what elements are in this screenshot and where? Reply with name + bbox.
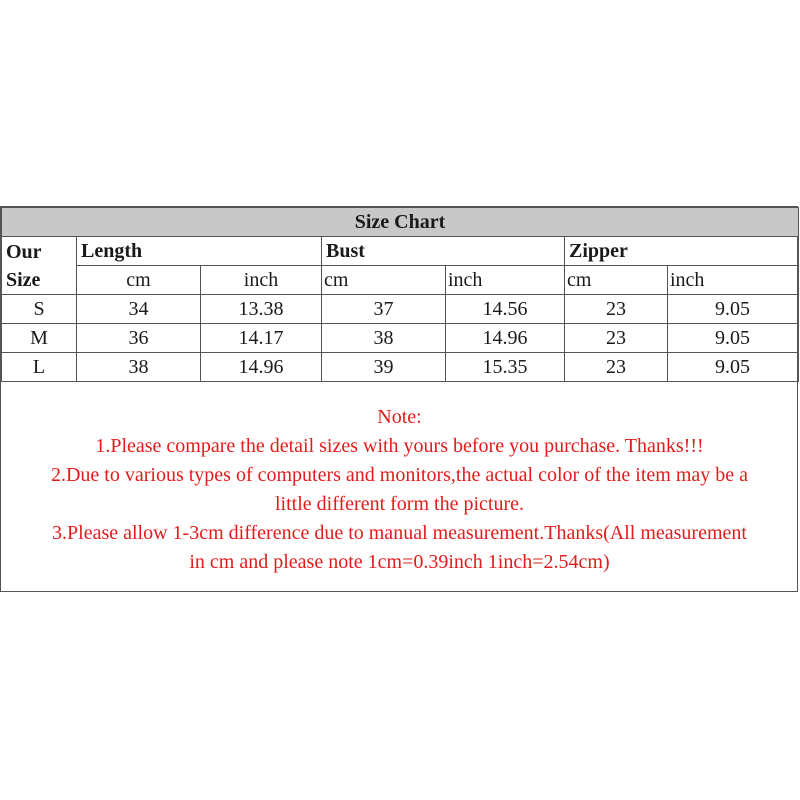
note-line: 2.Due to various types of computers and monitors,the actual color of the item may be a — [50, 464, 749, 486]
value-cell: 9.05 — [668, 295, 799, 324]
table-title-row — [2, 208, 799, 237]
note-line: 3.Please allow 1-3cm difference due to manual measurement.Thanks(All measurement — [52, 522, 747, 544]
size-chart — [0, 206, 798, 592]
size-cell: S — [2, 295, 77, 324]
table-row — [2, 324, 799, 353]
note-line: in cm and please note 1cm=0.39inch 1inch=2.54cm) — [189, 551, 610, 573]
value-cell: 23 — [565, 353, 668, 382]
value-cell: 15.35 — [446, 353, 565, 382]
value-cell: 14.17 — [201, 324, 322, 353]
unit-cell: cm — [565, 266, 668, 295]
size-table — [1, 207, 799, 382]
table-row — [2, 353, 799, 382]
value-cell: 14.96 — [201, 353, 322, 382]
table-unit-row — [2, 266, 799, 295]
our-size-line1: Our — [6, 240, 42, 263]
size-cell: L — [2, 353, 77, 382]
our-size-line2: Size — [6, 268, 41, 291]
unit-cell: cm — [77, 266, 201, 295]
value-cell: 34 — [77, 295, 201, 324]
unit-cell: inch — [201, 266, 322, 295]
value-cell: 38 — [322, 324, 446, 353]
unit-cell: inch — [446, 266, 565, 295]
value-cell: 39 — [322, 353, 446, 382]
note-block — [1, 403, 798, 577]
note-line: little different form the picture. — [275, 493, 524, 515]
size-cell: M — [2, 324, 77, 353]
value-cell: 9.05 — [668, 324, 799, 353]
value-cell: 38 — [77, 353, 201, 382]
table-title: Size Chart — [2, 208, 799, 237]
our-size-header — [2, 237, 77, 295]
group-zipper-header: Zipper — [565, 237, 799, 266]
unit-cell: cm — [322, 266, 446, 295]
value-cell: 9.05 — [668, 353, 799, 382]
value-cell: 37 — [322, 295, 446, 324]
value-cell: 14.56 — [446, 295, 565, 324]
value-cell: 13.38 — [201, 295, 322, 324]
note-heading: Note: — [377, 406, 422, 428]
table-header-row — [2, 237, 799, 266]
group-length-header: Length — [77, 237, 322, 266]
table-row — [2, 295, 799, 324]
value-cell: 14.96 — [446, 324, 565, 353]
value-cell: 36 — [77, 324, 201, 353]
unit-cell: inch — [668, 266, 799, 295]
value-cell: 23 — [565, 295, 668, 324]
note-line: 1.Please compare the detail sizes with yours before you purchase. Thanks!!! — [95, 435, 704, 457]
value-cell: 23 — [565, 324, 668, 353]
group-bust-header: Bust — [322, 237, 565, 266]
